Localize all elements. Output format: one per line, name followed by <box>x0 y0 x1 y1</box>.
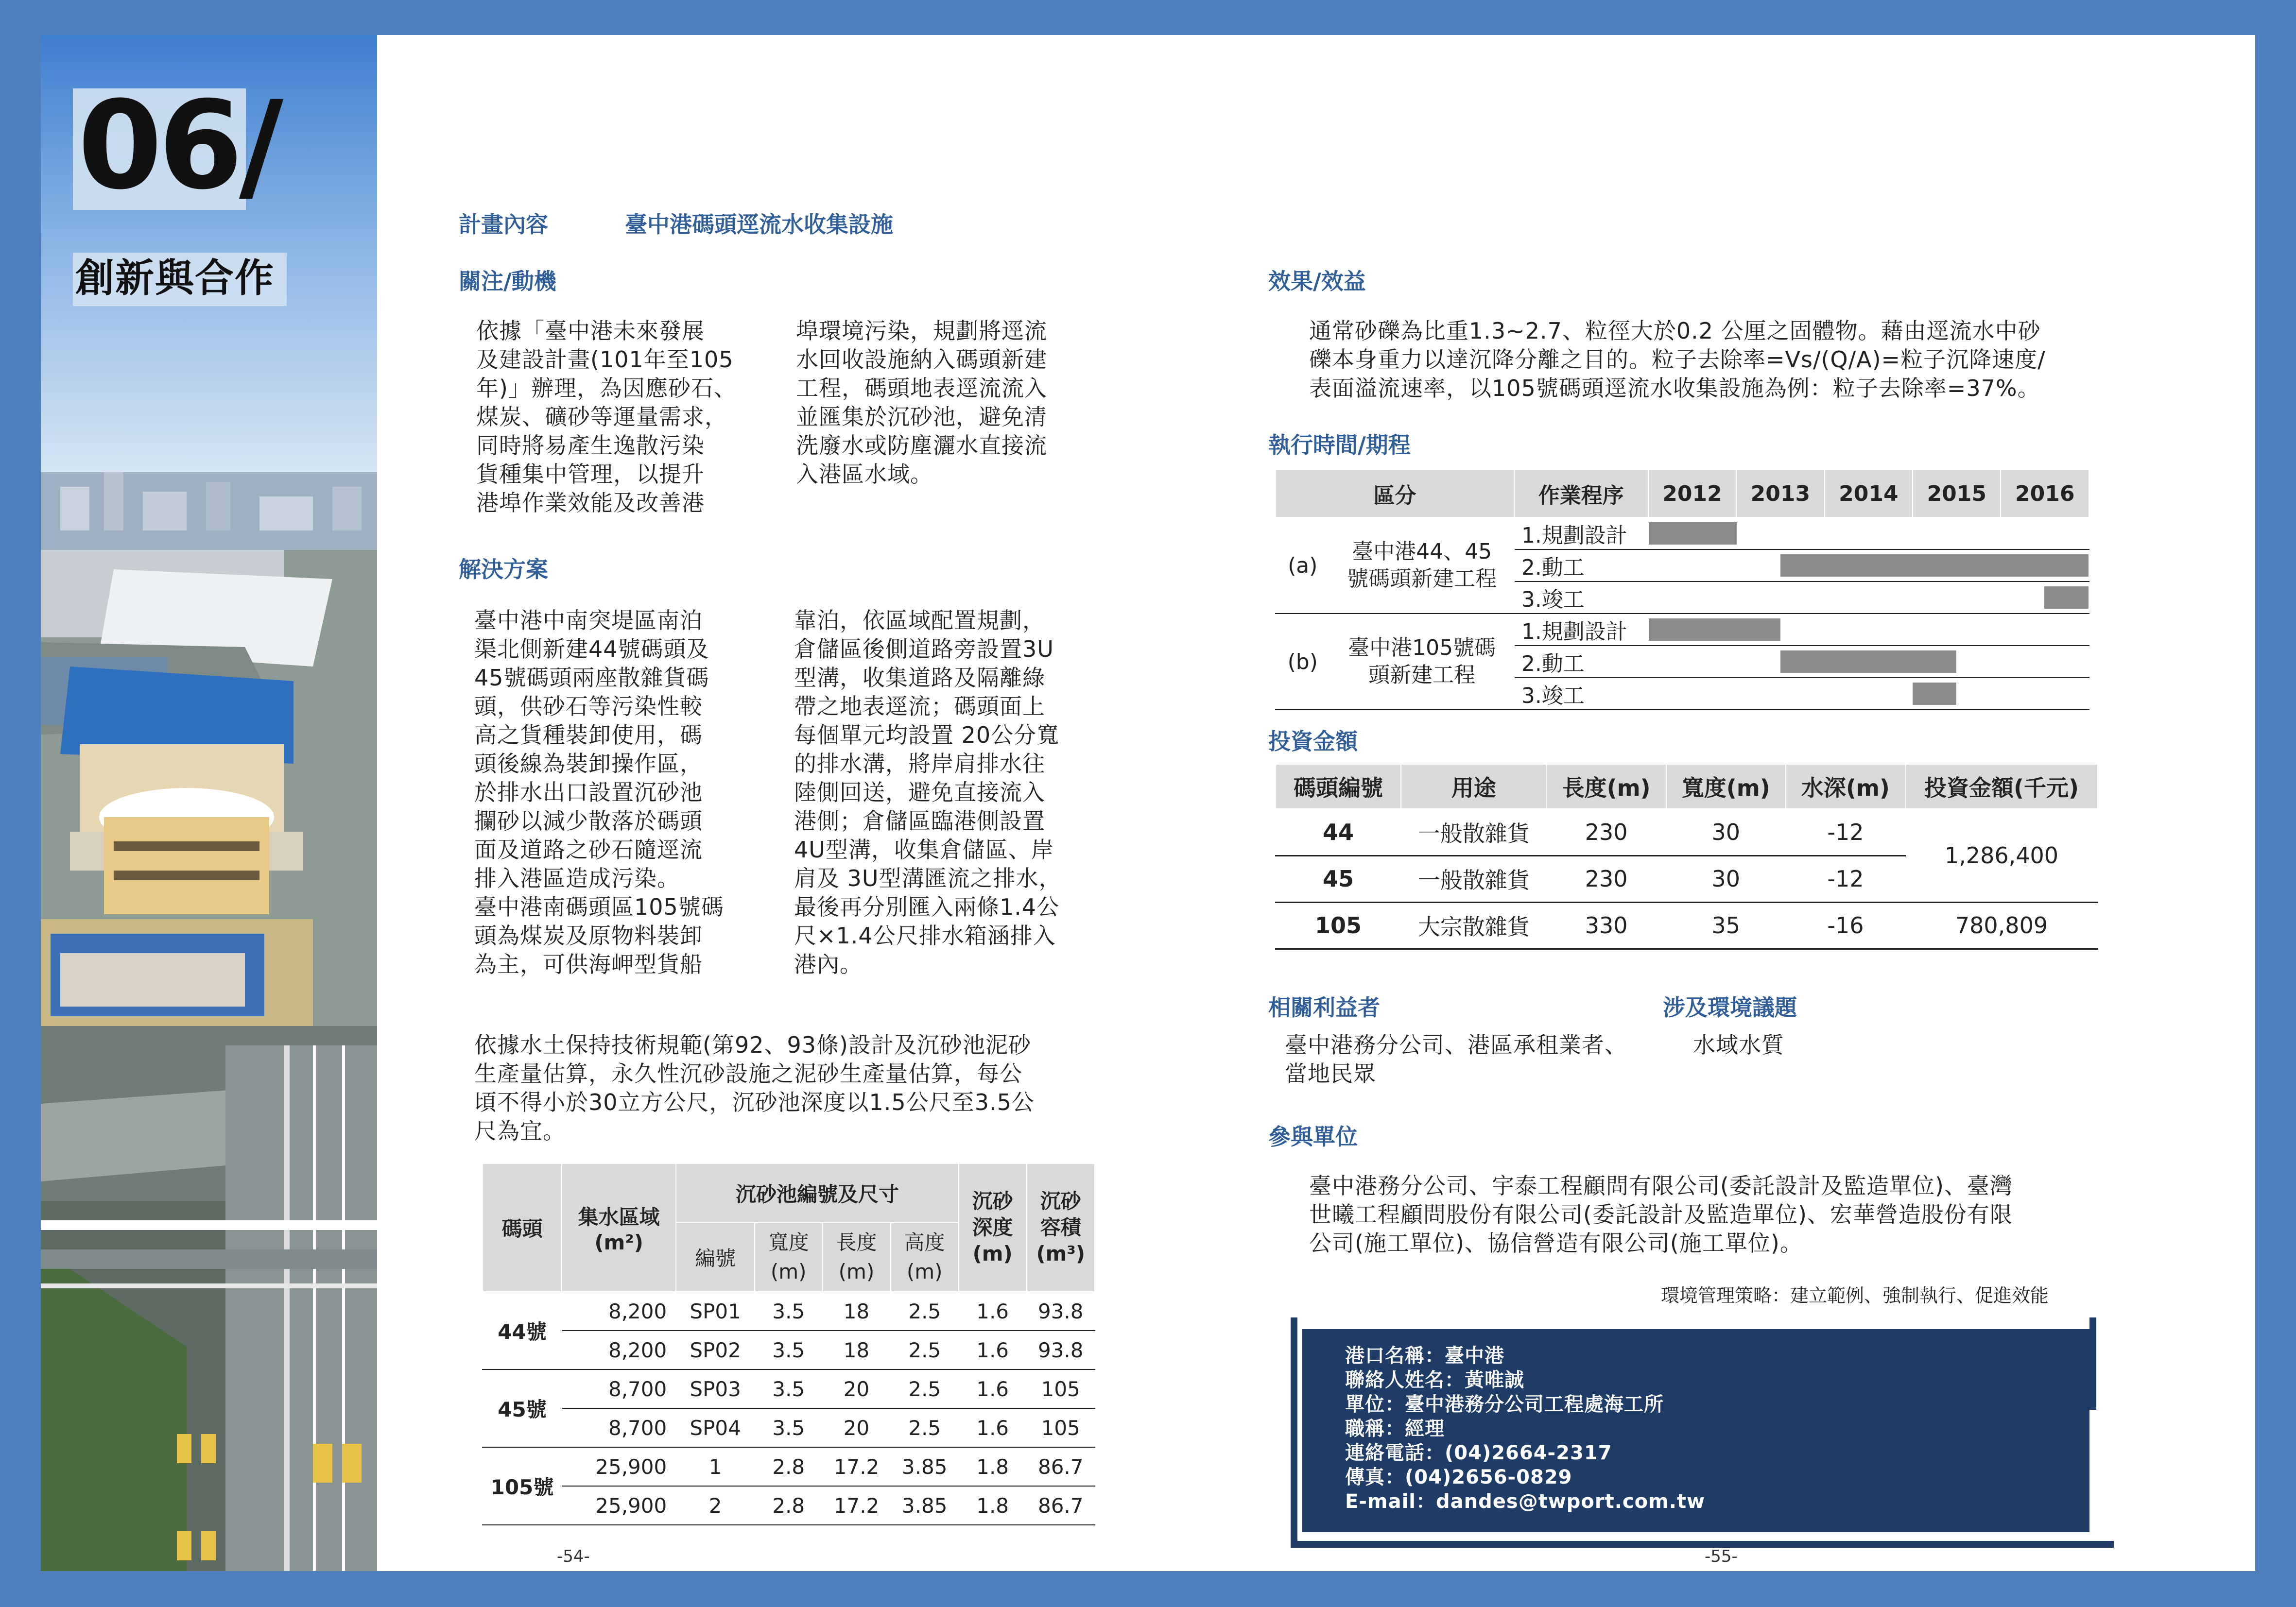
solution-col1 <box>474 606 766 979</box>
section-title: 創新與合作 <box>75 256 275 301</box>
table-cell: 93.8 <box>1027 1331 1095 1369</box>
col-length-label: 長度 <box>836 1231 877 1254</box>
col-pond-depth <box>959 1163 1027 1292</box>
table-cell: 大宗散雜貨 <box>1401 902 1547 949</box>
text-line: 帶之地表逕流；碼頭面上 <box>794 693 1045 719</box>
table-cell: 86.7 <box>1027 1486 1095 1525</box>
table-cell: 17.2 <box>822 1486 890 1525</box>
col-depth-line2: 深度 <box>972 1215 1013 1239</box>
text-line: 尺為宜。 <box>474 1118 566 1144</box>
col-depth-unit: (m) <box>972 1242 1013 1265</box>
col-wharf-id: 碼頭編號 <box>1276 764 1401 809</box>
strategy-text: 環境管理策略：建立範例、強制執行、促進效能 <box>1661 1285 2049 1306</box>
col-pond: 沉砂池編號及尺寸 <box>676 1163 959 1223</box>
table-cell: -16 <box>1786 902 1905 949</box>
col-depth-line1: 沉砂 <box>972 1189 1013 1213</box>
group-code: (a) <box>1276 517 1330 614</box>
col-vol-line2: 容積 <box>1040 1215 1081 1239</box>
step-label: 2.動工 <box>1514 549 1648 581</box>
col-vol-unit: (m³) <box>1036 1242 1086 1265</box>
text-line: 並匯集於沉砂池，避免清 <box>796 404 1047 430</box>
table-cell: 86.7 <box>1027 1447 1095 1486</box>
table-cell: 2.8 <box>755 1486 822 1525</box>
col-amount: 投資金額(千元) <box>1905 764 2098 809</box>
gantt-track <box>1649 551 2089 580</box>
wharf-id: 44 <box>1276 809 1401 855</box>
table-cell: 30 <box>1666 809 1786 855</box>
participants-heading: 參與單位 <box>1268 1124 1358 1150</box>
col-year: 2016 <box>2001 470 2089 517</box>
table-cell: SP03 <box>676 1369 755 1408</box>
group-name <box>1330 517 1514 614</box>
text-line: 頭後線為裝卸操作區， <box>474 751 703 777</box>
table-cell: 20 <box>822 1369 890 1408</box>
benefit-text <box>1309 317 2135 403</box>
col-year: 2012 <box>1648 470 1736 517</box>
table-cell: 8,200 <box>562 1331 676 1369</box>
col-width <box>755 1223 822 1292</box>
table-cell: 2.5 <box>891 1331 959 1369</box>
text-line: 倉儲區後側道路旁設置3U <box>794 636 1054 662</box>
env-issue-text: 水域水質 <box>1693 1032 1784 1058</box>
table-cell: 230 <box>1547 809 1666 855</box>
text-line: 於排水出口設置沉砂池 <box>474 779 703 805</box>
text-line: 靠泊，依區域配置規劃， <box>794 607 1045 633</box>
gantt-bar <box>1780 554 2089 577</box>
table-cell: 105 <box>1027 1408 1095 1447</box>
step-label: 3.竣工 <box>1514 678 1648 710</box>
text-line: 頭為煤炭及原物料裝卸 <box>474 923 703 949</box>
step-label: 2.動工 <box>1514 646 1648 678</box>
gantt-bar <box>1649 618 1781 641</box>
gantt-lane <box>1648 614 2089 646</box>
gantt-lane <box>1648 678 2089 710</box>
text-line: 4U型溝，收集倉儲區、岸 <box>794 837 1054 863</box>
text-line: 年)」辦理，為因應砂石、 <box>476 375 737 401</box>
col-width-label: 寬度 <box>768 1231 809 1254</box>
table-cell: 3.85 <box>891 1486 959 1525</box>
text-line: 45號碼頭兩座散雜貨碼 <box>474 665 709 691</box>
gantt-lane <box>1648 549 2089 581</box>
text-line: 臺中港務分公司、宇泰工程顧問有限公司(委託設計及監造單位)、臺灣 <box>1309 1173 2013 1199</box>
stakeholders-text <box>1285 1031 1644 1088</box>
group-code: (b) <box>1276 614 1330 710</box>
col-year: 2013 <box>1736 470 1824 517</box>
text-line: 每個單元均設置 20公分寬 <box>794 722 1060 748</box>
text-line: 港埠作業效能及改善港 <box>476 490 705 516</box>
col-width-unit: (m) <box>770 1260 807 1283</box>
table-cell: SP02 <box>676 1331 755 1369</box>
step-label: 1.規劃設計 <box>1514 614 1648 646</box>
text-line: 臺中港南碼頭區105號碼 <box>474 894 724 920</box>
table-cell: 2.5 <box>891 1369 959 1408</box>
contact-fax: 傳真：(04)2656-0829 <box>1345 1466 1572 1488</box>
table-cell: 17.2 <box>822 1447 890 1486</box>
text-line: 為主，可供海岬型貨船 <box>474 951 703 977</box>
motivation-heading: 關注/動機 <box>459 268 556 294</box>
col-year: 2015 <box>1913 470 2001 517</box>
table-cell: 25,900 <box>562 1447 676 1486</box>
text-line: 當地民眾 <box>1285 1060 1376 1087</box>
project-name: 臺中港碼頭逕流水收集設施 <box>625 211 893 238</box>
text-line: 排入港區造成污染。 <box>474 865 680 891</box>
table-cell: -12 <box>1786 809 1905 855</box>
motivation-col1 <box>476 317 758 517</box>
group-name-line1: 臺中港105號碼 <box>1348 635 1496 660</box>
table-cell: 3.5 <box>755 1292 822 1331</box>
col-height-label: 高度 <box>904 1231 945 1254</box>
text-line: 渠北側新建44號碼頭及 <box>474 636 709 662</box>
table-cell: 3.85 <box>891 1447 959 1486</box>
text-line: 最後再分別匯入兩條1.4公 <box>794 894 1060 920</box>
table-cell: 8,700 <box>562 1408 676 1447</box>
text-line: 港內。 <box>794 951 863 977</box>
table-cell: 18 <box>822 1331 890 1369</box>
schedule-heading: 執行時間/期程 <box>1268 432 1411 458</box>
table-cell: 2 <box>676 1486 755 1525</box>
step-label: 3.竣工 <box>1514 581 1648 614</box>
table-cell: 一般散雜貨 <box>1401 809 1547 855</box>
text-line: 依據「臺中港未來發展 <box>476 318 705 344</box>
table-cell: 1.6 <box>959 1408 1027 1447</box>
table-cell: 1.6 <box>959 1331 1027 1369</box>
page-number-left: -54- <box>557 1547 590 1566</box>
group-name <box>1330 614 1514 710</box>
contact-card <box>1302 1329 2089 1532</box>
solution-heading: 解決方案 <box>459 556 548 582</box>
table-cell: 105 <box>1027 1369 1095 1408</box>
col-length-unit: (m) <box>838 1260 875 1283</box>
text-line: 港側；倉儲區臨港側設置 <box>794 808 1045 834</box>
table-cell: 1.8 <box>959 1447 1027 1486</box>
investment-table <box>1275 764 2098 950</box>
text-line: 臺中港中南突堤區南泊 <box>474 607 703 633</box>
contact-title: 職稱：經理 <box>1345 1418 1445 1440</box>
table-cell: 8,700 <box>562 1369 676 1408</box>
table-cell: SP04 <box>676 1408 755 1447</box>
text-line: 高之貨種裝卸使用，碼 <box>474 722 703 748</box>
text-line: 生產量估算，永久性沉砂設施之泥砂生產量估算，每公 <box>474 1060 1022 1087</box>
group-name-line2: 頭新建工程 <box>1368 663 1476 687</box>
step-label: 1.規劃設計 <box>1514 517 1648 549</box>
text-line: 的排水溝，將岸肩排水往 <box>794 751 1045 777</box>
participants-text <box>1309 1172 2135 1258</box>
wharf-id: 45 <box>1276 855 1401 902</box>
table-cell: 1 <box>676 1447 755 1486</box>
col-zone: 區分 <box>1276 470 1514 517</box>
text-line: 面及道路之砂石隨逕流 <box>474 837 703 863</box>
amount-cell: 780,809 <box>1905 902 2098 949</box>
text-line: 礫本身重力以達沉降分離之目的。粒子去除率=Vs/(Q/A)=粒子沉降速度/ <box>1309 346 2046 373</box>
col-length <box>822 1223 890 1292</box>
text-line: 入港區水域。 <box>796 461 933 487</box>
col-pond-volume <box>1027 1163 1095 1292</box>
col-width: 寬度(m) <box>1666 764 1786 809</box>
solution-paragraph <box>474 1031 1106 1145</box>
gantt-bar <box>2044 586 2089 609</box>
amount-cell: 1,286,400 <box>1905 809 2098 902</box>
group-name-line2: 號碼頭新建工程 <box>1347 566 1497 591</box>
table-cell: 1.8 <box>959 1486 1027 1525</box>
gantt-track <box>1649 615 2089 644</box>
col-use: 用途 <box>1401 764 1547 809</box>
col-catch-label: 集水區域 <box>578 1205 660 1229</box>
gantt-track <box>1649 648 2089 676</box>
col-wharf: 碼頭 <box>483 1163 562 1292</box>
page-number-right: -55- <box>1705 1547 1738 1566</box>
table-cell: 一般散雜貨 <box>1401 855 1547 902</box>
table-cell: 20 <box>822 1408 890 1447</box>
text-line: 水回收設施納入碼頭新建 <box>796 346 1047 373</box>
contact-name: 聯絡人姓名：黃唯誠 <box>1345 1369 1524 1391</box>
gantt-track <box>1649 583 2089 612</box>
gantt-bar <box>1913 683 1957 705</box>
col-catch-unit: (m²) <box>594 1230 643 1254</box>
text-line: 煤炭、礦砂等運量需求， <box>476 404 727 430</box>
gantt-bar <box>1780 650 1956 673</box>
text-line: 頃不得小於30立方公尺，沉砂池深度以1.5公尺至3.5公 <box>474 1089 1035 1115</box>
text-line: 表面溢流速率，以105號碼頭逕流水收集設施為例：粒子去除率=37%。 <box>1309 375 2040 401</box>
wharf-cell: 44號 <box>483 1292 562 1369</box>
text-line: 公司(施工單位)、協信營造有限公司(施工單位)。 <box>1309 1230 1803 1256</box>
contact-port: 港口名稱：臺中港 <box>1345 1345 1504 1367</box>
text-line: 世曦工程顧問股份有限公司(委託設計及監造單位)、宏華營造股份有限 <box>1309 1201 2013 1228</box>
text-line: 及建設計畫(101年至105 <box>476 346 734 373</box>
table-cell: 3.5 <box>755 1331 822 1369</box>
stakeholders-heading: 相關利益者 <box>1268 994 1380 1021</box>
table-cell: 25,900 <box>562 1486 676 1525</box>
text-line: 頭，供砂石等污染性較 <box>474 693 703 719</box>
gantt-lane <box>1648 646 2089 678</box>
col-length: 長度(m) <box>1547 764 1666 809</box>
text-line: 埠環境污染，規劃將逕流 <box>796 318 1047 344</box>
col-height-unit: (m) <box>906 1260 943 1283</box>
text-line: 攔砂以減少散落於碼頭 <box>474 808 703 834</box>
gantt-track <box>1649 519 2089 547</box>
text-line: 肩及 3U型溝匯流之排水， <box>794 865 1062 891</box>
text-line: 貨種集中管理，以提升 <box>476 461 705 487</box>
project-label: 計畫內容 <box>459 211 548 238</box>
table-cell: 3.5 <box>755 1369 822 1408</box>
table-cell: 230 <box>1547 855 1666 902</box>
col-height <box>891 1223 959 1292</box>
table-cell: 30 <box>1666 855 1786 902</box>
contact-phone: 連絡電話：(04)2664-2317 <box>1345 1442 1612 1464</box>
col-depth: 水深(m) <box>1786 764 1905 809</box>
col-year: 2014 <box>1825 470 1913 517</box>
benefit-heading: 效果/效益 <box>1268 268 1366 294</box>
table-cell: 2.5 <box>891 1292 959 1331</box>
contact-frame-right <box>2089 1317 2096 1410</box>
text-line: 型溝，收集道路及隔離綠 <box>794 665 1045 691</box>
text-line: 洗廢水或防塵灑水直接流 <box>796 432 1047 459</box>
gantt-lane <box>1648 517 2089 549</box>
col-vol-line1: 沉砂 <box>1040 1189 1081 1213</box>
group-name-line1: 臺中港44、45 <box>1352 539 1492 564</box>
table-cell: 93.8 <box>1027 1292 1095 1331</box>
table-cell: 330 <box>1547 902 1666 949</box>
contact-unit: 單位：臺中港務分公司工程處海工所 <box>1345 1393 1664 1416</box>
text-line: 依據水土保持技術規範(第92、93條)設計及沉砂池泥砂 <box>474 1032 1031 1058</box>
schedule-table <box>1275 469 2089 710</box>
table-cell: 2.5 <box>891 1408 959 1447</box>
text-line: 臺中港務分公司、港區承租業者、 <box>1285 1032 1627 1058</box>
text-line: 陸側回送，避免直接流入 <box>794 779 1045 805</box>
wharf-id: 105 <box>1276 902 1401 949</box>
env-issue-heading: 涉及環境議題 <box>1663 994 1797 1021</box>
table-cell: 35 <box>1666 902 1786 949</box>
gantt-track <box>1649 680 2089 708</box>
sediment-pond-table <box>482 1163 1095 1525</box>
solution-col2 <box>794 606 1090 979</box>
contact-email: E-mail：dandes@twport.com.tw <box>1345 1490 1706 1513</box>
col-procedure: 作業程序 <box>1514 470 1648 517</box>
text-line: 工程，碼頭地表逕流流入 <box>796 375 1047 401</box>
col-no: 編號 <box>676 1223 755 1292</box>
col-catch-area <box>562 1163 676 1292</box>
table-cell: SP01 <box>676 1292 755 1331</box>
table-cell: -12 <box>1786 855 1905 902</box>
table-cell: 8,200 <box>562 1292 676 1331</box>
wharf-cell: 45號 <box>483 1369 562 1447</box>
text-line: 通常砂礫為比重1.3~2.7、粒徑大於0.2 公厘之固體物。藉由逕流水中砂 <box>1309 318 2041 344</box>
table-cell: 3.5 <box>755 1408 822 1447</box>
gantt-lane <box>1648 581 2089 614</box>
table-cell: 1.6 <box>959 1369 1027 1408</box>
table-cell: 2.8 <box>755 1447 822 1486</box>
table-cell: 1.6 <box>959 1292 1027 1331</box>
text-line: 同時將易產生逸散污染 <box>476 432 705 459</box>
text-line: 尺×1.4公尺排水箱涵排入 <box>794 923 1056 949</box>
table-cell: 18 <box>822 1292 890 1331</box>
wharf-cell: 105號 <box>483 1447 562 1525</box>
investment-heading: 投資金額 <box>1268 728 1358 754</box>
section-number: 06/ <box>78 75 280 216</box>
gantt-bar <box>1649 522 1737 545</box>
motivation-col2 <box>796 317 1088 489</box>
